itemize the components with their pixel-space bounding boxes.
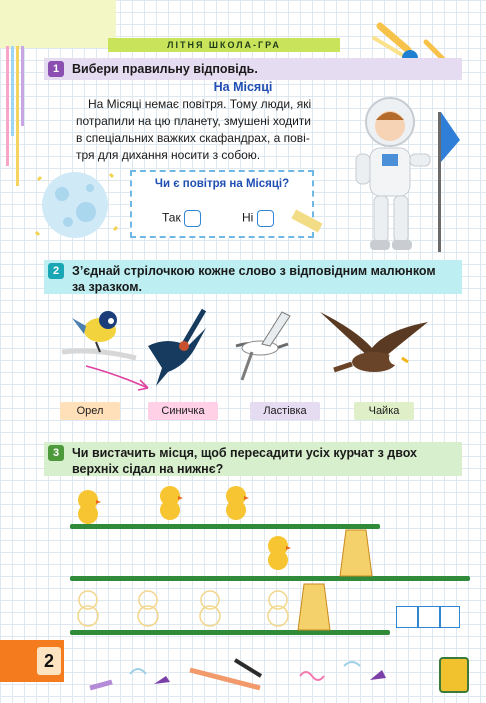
- flag-icon: [441, 112, 460, 162]
- pushpin-icon: [154, 676, 170, 684]
- eagle-icon: [320, 312, 428, 372]
- decor-stripe: [16, 46, 19, 186]
- notebook-icon: [440, 658, 468, 692]
- task3-title-line1: Чи вистачить місця, щоб пересадити усіх курчат з двох: [72, 446, 418, 460]
- option-no-checkbox[interactable]: [257, 210, 274, 227]
- pushpin-icon: [370, 670, 386, 680]
- pencil-icon: [90, 682, 112, 688]
- answer-cell[interactable]: [396, 606, 418, 628]
- paperclip-icon: [130, 669, 146, 674]
- answer-cell[interactable]: [440, 606, 460, 628]
- task2-number: 2: [48, 263, 64, 279]
- chick-outline-icon: [78, 591, 288, 626]
- task1-number: 1: [48, 61, 64, 77]
- option-yes[interactable]: [162, 210, 201, 227]
- task3-number: 3: [48, 445, 64, 461]
- paperclip-icon: [344, 662, 360, 666]
- decor-stripe: [6, 46, 9, 166]
- task1-title: Вибери правильну відповідь.: [72, 62, 258, 76]
- seagull-icon: [236, 312, 290, 380]
- story-line: в спеціальних важких скафандрах, а пові-: [76, 131, 310, 145]
- task2-title-line2: за зразком.: [72, 280, 142, 294]
- story-line: потрапили на цю планету, змушені ходити: [76, 114, 312, 128]
- astronaut-icon: [334, 92, 464, 258]
- header-background: [0, 0, 116, 48]
- story-line: тря для дихання носити з собою.: [76, 148, 261, 162]
- task3-title-line2: верхніх сідал на нижнє?: [72, 462, 224, 476]
- header-ribbon: ЛІТНЯ ШКОЛА-ГРА: [108, 38, 340, 52]
- example-arrow: [86, 366, 148, 388]
- answer-cell[interactable]: [418, 606, 440, 628]
- page-number-badge: [0, 640, 64, 682]
- question-box: [130, 170, 314, 238]
- option-yes-checkbox[interactable]: [184, 210, 201, 227]
- story-title: На Місяці: [213, 80, 273, 94]
- story-line: На Місяці немає повітря. Тому люди, які: [88, 97, 312, 111]
- ruler-icon: [190, 670, 260, 688]
- story-text: [76, 96, 336, 164]
- page-number: 2: [37, 647, 61, 675]
- word-card[interactable]: Чайка: [354, 402, 414, 420]
- option-yes-label: Так: [162, 210, 181, 225]
- swallow-icon: [148, 310, 206, 386]
- moon-icon: [30, 160, 120, 250]
- option-no-label: Ні: [242, 210, 254, 225]
- word-card[interactable]: Ластівка: [250, 402, 320, 420]
- stationery-decor: [70, 646, 480, 700]
- question-text: Чи є повітря на Місяці?: [154, 178, 290, 190]
- birds-illustration: [56, 300, 466, 404]
- word-card[interactable]: Синичка: [148, 402, 218, 420]
- task2-title-line1: З’єднай стрілочкою кожне слово з відповідним малюнком: [72, 264, 436, 278]
- tit-bird-icon: [62, 311, 136, 358]
- pencil-icon: [235, 660, 261, 676]
- word-card[interactable]: Орел: [60, 402, 120, 420]
- option-no[interactable]: [242, 210, 274, 227]
